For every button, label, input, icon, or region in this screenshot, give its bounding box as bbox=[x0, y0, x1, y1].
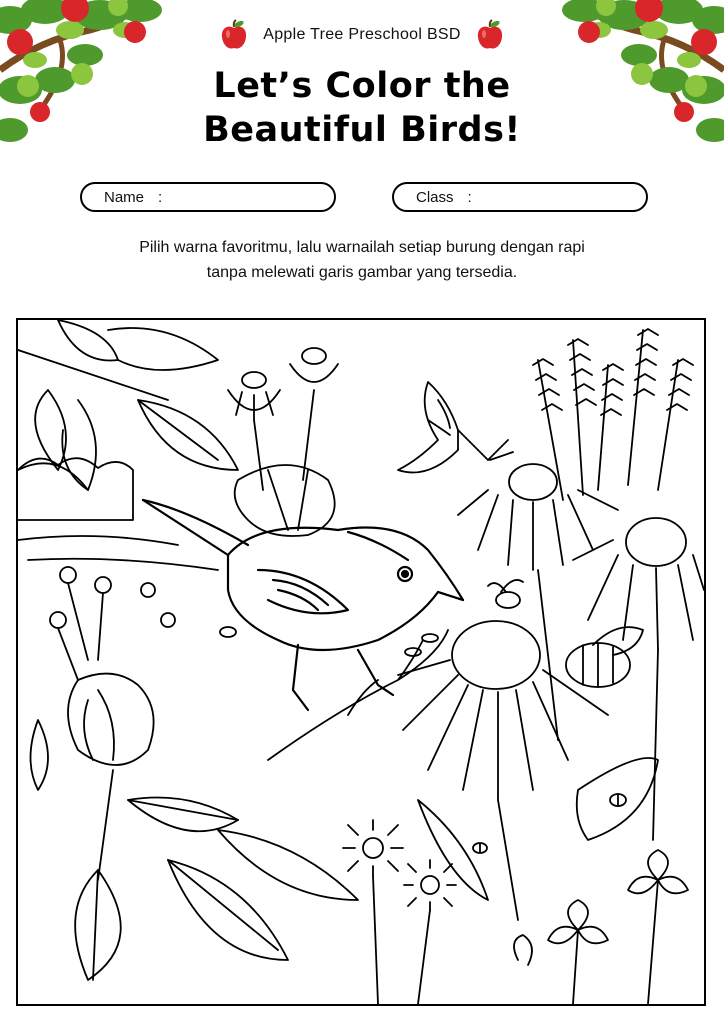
instructions bbox=[60, 235, 664, 285]
title-line-2: Beautiful Birds! bbox=[203, 110, 521, 150]
school-header bbox=[0, 18, 724, 52]
lavender bbox=[533, 329, 693, 500]
class-field[interactable] bbox=[392, 182, 648, 212]
flowers-left bbox=[31, 567, 176, 880]
name-field[interactable] bbox=[80, 182, 336, 212]
ladybugs bbox=[473, 794, 626, 853]
class-label: Class bbox=[416, 188, 454, 206]
bird bbox=[143, 500, 463, 710]
instruction-line-2: tanpa melewati garis gambar yang tersedia. bbox=[206, 264, 518, 281]
title-line-1: Let’s Color the bbox=[213, 66, 511, 106]
name-colon: : bbox=[158, 188, 163, 206]
school-name: Apple Tree Preschool BSD bbox=[263, 26, 461, 43]
instruction-line-1: Pilih warna favoritmu, lalu warnailah setiap burung dengan rapi bbox=[139, 239, 585, 256]
butterfly bbox=[398, 382, 513, 473]
leaves-bottom bbox=[75, 758, 658, 980]
clover bbox=[514, 850, 688, 1004]
name-label: Name bbox=[104, 188, 145, 206]
class-colon: : bbox=[467, 188, 472, 206]
coloring-illustration bbox=[18, 320, 704, 1004]
coneflower-right bbox=[458, 464, 704, 840]
apple-icon bbox=[475, 19, 505, 51]
coloring-frame[interactable] bbox=[16, 318, 706, 1006]
leaves-top-left bbox=[18, 320, 238, 490]
apple-icon bbox=[219, 19, 249, 51]
flowers-top-center bbox=[228, 348, 338, 536]
page-title bbox=[0, 64, 724, 152]
